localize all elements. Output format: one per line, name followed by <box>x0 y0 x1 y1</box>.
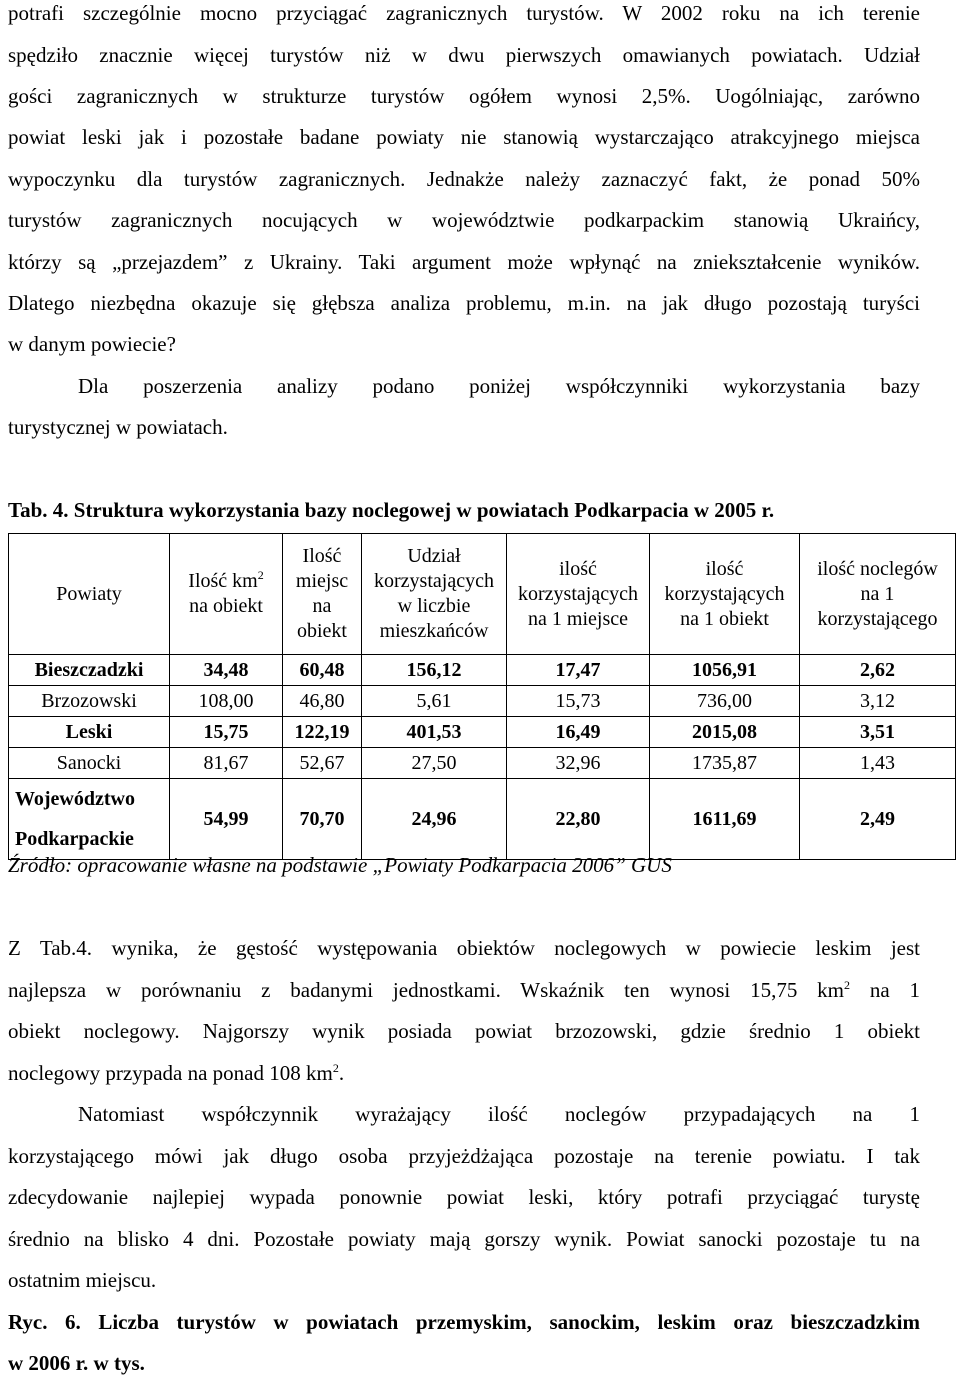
table-cell: 1735,87 <box>650 748 800 779</box>
table-cell: 54,99 <box>170 779 283 860</box>
table-cell: 1611,69 <box>650 779 800 860</box>
row-name: Brzozowski <box>9 686 170 717</box>
text-line: potrafi szczególnie mocno przyciągać zagranicznych turystów. W 2002 roku na ich terenie <box>8 1 920 25</box>
header-cell: Ilość $km^2$ na obiekt <box>170 534 283 655</box>
text-line: noclegowy przypada na ponad 108 $km^2$. <box>8 1061 345 1085</box>
text-line: turystów zagranicznych nocujących w województwie podkarpackim stanowią Ukraińcy, <box>8 208 920 232</box>
text-line: Natomiast współczynnik wyrażający ilość noclegów przypadających na 1 <box>78 1102 920 1126</box>
header-cell: ilość korzystających na 1 miejsce <box>507 534 650 655</box>
table-cell: 3,51 <box>800 717 956 748</box>
text-line: Dlatego niezbędna okazuje się głębsza analiza problemu, m.in. na jak długo pozostają turyści <box>8 291 920 315</box>
text-line: w 2006 r. w tys. <box>8 1351 145 1375</box>
row-name-line-2: Podkarpackie <box>15 828 134 850</box>
table-cell: 1056,91 <box>650 655 800 686</box>
row-name-line-1: Województwo <box>15 788 135 810</box>
table-cell: 2,62 <box>800 655 956 686</box>
text-line: spędziło znacznie więcej turystów niż w dwu pierwszych omawianych powiatach. Udział <box>8 43 920 67</box>
text-line: gości zagranicznych w strukturze turystów ogółem wynosi 2,5%. Uogólniając, zarówno <box>8 84 920 108</box>
table-cell: 22,80 <box>507 779 650 860</box>
text-line: wypoczynku dla turystów zagranicznych. Jednakże należy zaznaczyć fakt, że ponad 50% <box>8 167 920 191</box>
table-cell: 52,67 <box>283 748 362 779</box>
header-cell: Powiaty <box>9 534 170 655</box>
table-cell: 81,67 <box>170 748 283 779</box>
table-caption: Tab. 4. Struktura wykorzystania bazy noclegowej w powiatach Podkarpacia w 2005 r. <box>8 498 775 522</box>
table-row <box>9 655 956 686</box>
row-name: Leski <box>9 717 170 748</box>
table-cell: 3,12 <box>800 686 956 717</box>
table-cell: 46,80 <box>283 686 362 717</box>
table-row <box>9 717 956 748</box>
table-cell: 27,50 <box>362 748 507 779</box>
table-cell: 736,00 <box>650 686 800 717</box>
text-line: najlepsza w porównaniu z badanymi jednostkami. Wskaźnik ten wynosi 15,75 $km^2$ na 1 <box>8 978 920 1002</box>
table-cell: 401,53 <box>362 717 507 748</box>
table-row <box>9 686 956 717</box>
table-cell: 122,19 <box>283 717 362 748</box>
table-source: Źródło: opracowanie własne na podstawie „Powiaty Podkarpacia 2006” GUS <box>8 853 672 877</box>
table-cell: 15,73 <box>507 686 650 717</box>
table-cell: 1,43 <box>800 748 956 779</box>
table-cell: 32,96 <box>507 748 650 779</box>
text-line: Dla poszerzenia analizy podano poniżej współczynniki wykorzystania bazy <box>78 374 920 398</box>
header-cell: ilość noclegów na 1 korzystającego <box>800 534 956 655</box>
table-row <box>9 748 956 779</box>
text-line: średnio na blisko 4 dni. Pozostałe powiaty mają gorszy wynik. Powiat sanocki pozostaje tu na <box>8 1227 920 1251</box>
table-row <box>9 779 956 860</box>
data-table <box>8 533 956 860</box>
row-name: Bieszczadzki <box>9 655 170 686</box>
text-line: Ryc. 6. Liczba turystów w powiatach przemyskim, sanockim, leskim oraz bieszczadzkim <box>8 1310 920 1334</box>
table-cell: 34,48 <box>170 655 283 686</box>
text-line: powiat leski jak i pozostałe badane powiaty nie stanowią wystarczająco atrakcyjnego miejsca <box>8 125 920 149</box>
text-line: korzystającego mówi jak długo osoba przyjeżdżająca pozostaje na terenie powiatu. I tak <box>8 1144 920 1168</box>
table-cell: 2,49 <box>800 779 956 860</box>
text-line: ostatnim miejscu. <box>8 1268 157 1292</box>
table-cell: 60,48 <box>283 655 362 686</box>
text-line: którzy są „przejazdem” z Ukrainy. Taki argument może wpłynąć na zniekształcenie wyników. <box>8 250 920 274</box>
table-cell: 24,96 <box>362 779 507 860</box>
header-cell: ilość korzystających na 1 obiekt <box>650 534 800 655</box>
header-cell: Ilość miejsc na obiekt <box>283 534 362 655</box>
text-line: w danym powiecie? <box>8 332 176 356</box>
text-line: turystycznej w powiatach. <box>8 415 228 439</box>
table-cell: 15,75 <box>170 717 283 748</box>
table-cell: 5,61 <box>362 686 507 717</box>
row-name <box>9 779 170 860</box>
table-cell: 16,49 <box>507 717 650 748</box>
table-header-row <box>9 534 956 655</box>
row-name: Sanocki <box>9 748 170 779</box>
text-line: Z Tab.4. wynika, że gęstość występowania obiektów noclegowych w powiecie leskim jest <box>8 936 920 960</box>
text-line: zdecydowanie najlepiej wypada ponownie powiat leski, który potrafi przyciągać turystę <box>8 1185 920 1209</box>
table-cell: 2015,08 <box>650 717 800 748</box>
table-cell: 70,70 <box>283 779 362 860</box>
table-cell: 108,00 <box>170 686 283 717</box>
table-cell: 156,12 <box>362 655 507 686</box>
header-cell: Udział korzystających w liczbie mieszkańców <box>362 534 507 655</box>
table-cell: 17,47 <box>507 655 650 686</box>
text-line: obiekt noclegowy. Najgorszy wynik posiada powiat brzozowski, gdzie średnio 1 obiekt <box>8 1019 920 1043</box>
